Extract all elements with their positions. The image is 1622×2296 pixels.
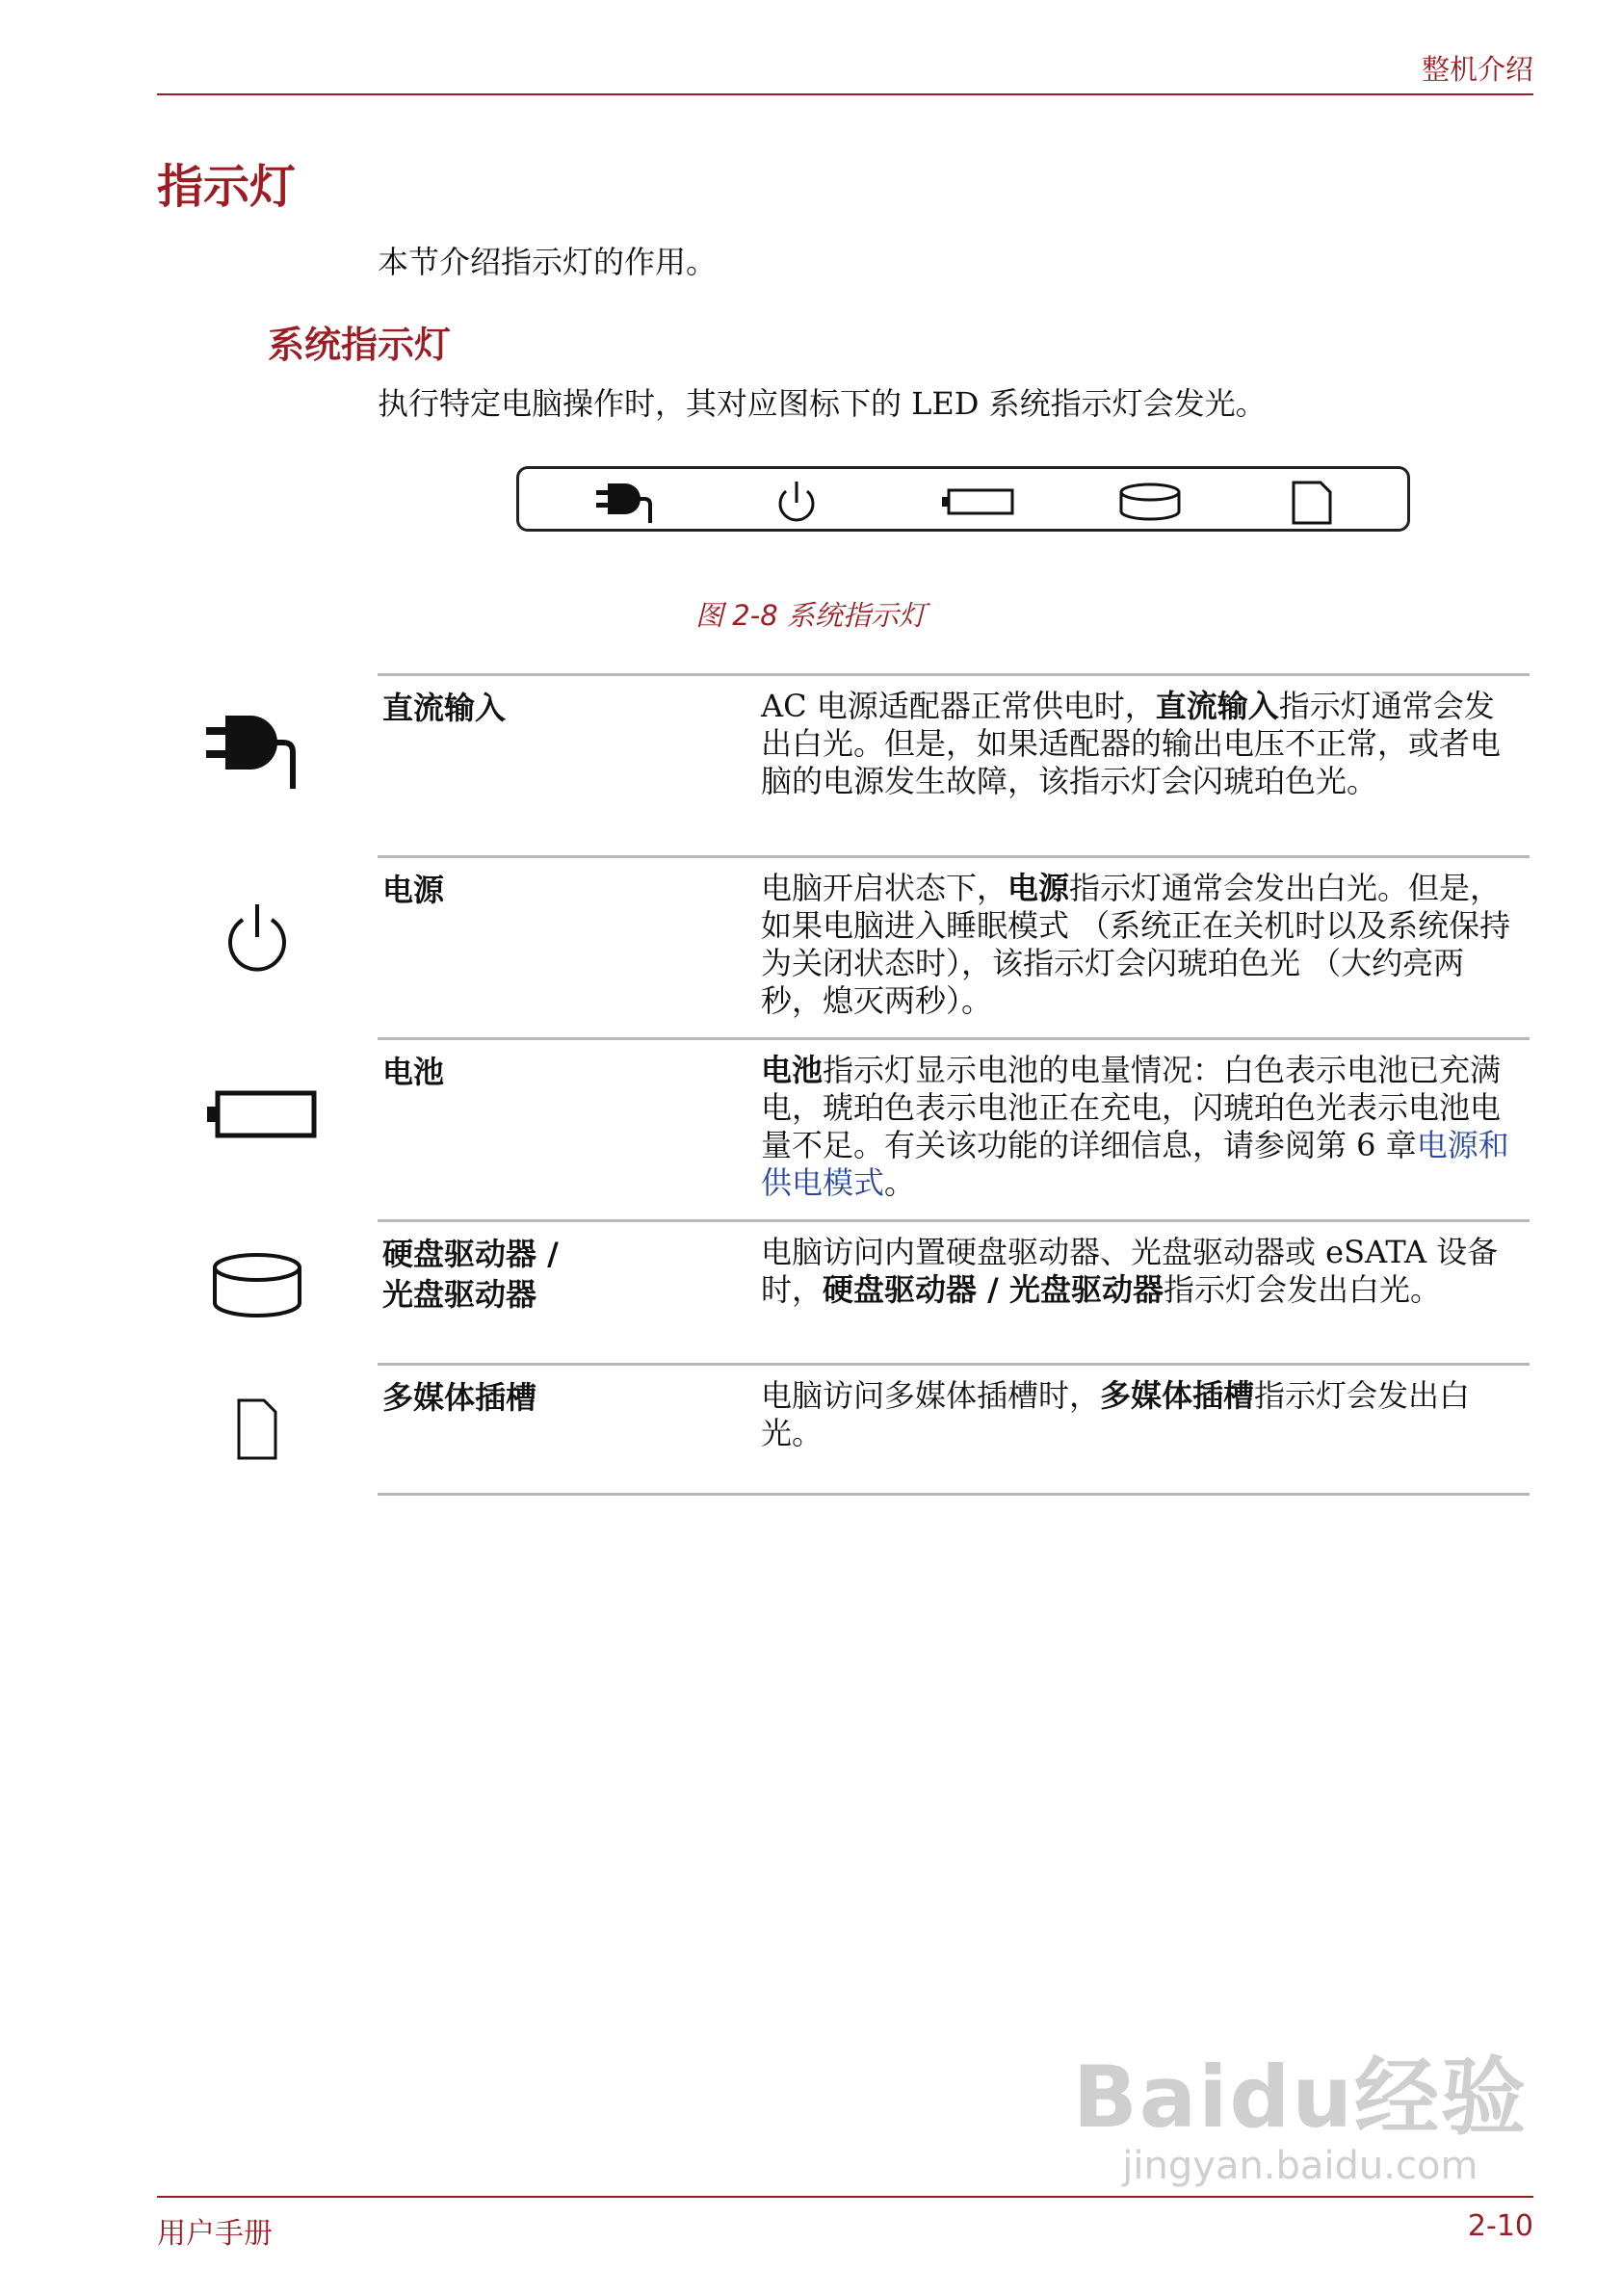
indicator-desc-text: 电脑开启状态下， xyxy=(761,870,1008,906)
disk-drive-icon xyxy=(204,1243,310,1330)
indicator-desc-bold: 电池 xyxy=(761,1052,824,1088)
indicator-desc-text: AC 电源适配器正常供电时， xyxy=(761,688,1156,724)
header-section-title: 整机介绍 xyxy=(1421,53,1533,86)
disk-drive-icon xyxy=(1116,479,1184,525)
header-rule xyxy=(157,93,1533,95)
indicator-desc-text: 指示灯通常会发出白光。但是，如果电脑进入睡眠模式 （系统正在关机时以及系统保持为关闭状态时），该指示灯会闪琥珀色光 （大约亮两秒，熄灭两秒）。 xyxy=(761,870,1511,1019)
dc-in-icon xyxy=(204,706,310,793)
page-number: 2-10 xyxy=(1467,2209,1533,2243)
power-icon xyxy=(766,479,827,525)
indicator-panel-figure xyxy=(516,466,1410,532)
page-title: 指示灯 xyxy=(157,160,297,214)
table-row xyxy=(378,855,1530,1037)
indicator-desc xyxy=(761,870,1522,1020)
indicator-desc xyxy=(761,1052,1522,1202)
intro-text: 本节介绍指示灯的作用。 xyxy=(378,244,718,280)
indicator-desc-text: 指示灯通常会发出白光。但是，如果适配器的输出电压不正常，或者电脑的电源发生故障，该指示灯会闪琥珀色光。 xyxy=(761,688,1502,799)
dc-in-icon xyxy=(594,479,671,525)
indicator-table xyxy=(378,673,1530,1496)
indicator-desc-text: 电脑访问多媒体插槽时， xyxy=(761,1377,1101,1414)
subsection-title: 系统指示灯 xyxy=(268,324,452,366)
indicator-desc-text: 电脑访问内置硬盘驱动器、光盘驱动器或 eSATA 设备时， xyxy=(761,1234,1499,1308)
table-row xyxy=(378,673,1530,855)
indicator-name xyxy=(382,1234,739,1315)
indicator-desc-text: 指示灯会发出白光。 xyxy=(1164,1271,1442,1308)
watermark-logo xyxy=(1072,2048,1528,2188)
indicator-desc-text: 指示灯显示电池的电量情况：白色表示电池已充满电，琥珀色表示电池正在充电，闪琥珀色光表示电池电量不足。有关该功能的详细信息，请参阅第 6 章 xyxy=(761,1052,1502,1163)
indicator-name: 多媒体插槽 xyxy=(382,1379,537,1416)
indicator-name-line: 光盘驱动器 xyxy=(382,1276,537,1313)
indicator-desc-bold: 多媒体插槽 xyxy=(1100,1377,1255,1414)
indicator-name: 电源 xyxy=(382,872,445,908)
figure-caption: 图 2-8 系统指示灯 xyxy=(695,599,927,632)
watermark-url: jingyan.baidu.com xyxy=(1122,2144,1478,2188)
media-slot-icon xyxy=(1286,479,1338,525)
watermark-brand: Baidu经验 xyxy=(1072,2048,1528,2147)
indicator-desc-text: 指示灯会发出白光。 xyxy=(761,1377,1471,1451)
table-row xyxy=(378,1037,1530,1219)
indicator-desc-text: 。 xyxy=(884,1164,916,1201)
indicator-desc xyxy=(761,1377,1522,1452)
indicator-desc-bold: 电源 xyxy=(1007,870,1070,906)
indicator-name: 电池 xyxy=(382,1054,445,1090)
indicator-desc xyxy=(761,1234,1522,1309)
table-row xyxy=(378,1363,1530,1496)
footer-rule xyxy=(157,2196,1533,2198)
battery-icon xyxy=(939,479,1016,525)
indicator-desc-bold: 硬盘驱动器 / 光盘驱动器 xyxy=(823,1271,1164,1308)
battery-icon xyxy=(204,1078,320,1155)
indicator-name-line: 硬盘驱动器 / xyxy=(382,1236,559,1272)
indicator-desc xyxy=(761,688,1522,800)
footer-manual-label: 用户手册 xyxy=(157,2217,273,2251)
chapter-link[interactable]: 电源和供电模式 xyxy=(761,1127,1509,1201)
subsection-lead: 执行特定电脑操作时，其对应图标下的 LED 系统指示灯会发光。 xyxy=(378,385,1267,422)
indicator-name: 直流输入 xyxy=(382,690,507,726)
indicator-desc-bold: 直流输入 xyxy=(1155,688,1279,724)
power-icon xyxy=(204,891,310,978)
table-row xyxy=(378,1219,1530,1363)
media-slot-icon xyxy=(204,1393,310,1470)
